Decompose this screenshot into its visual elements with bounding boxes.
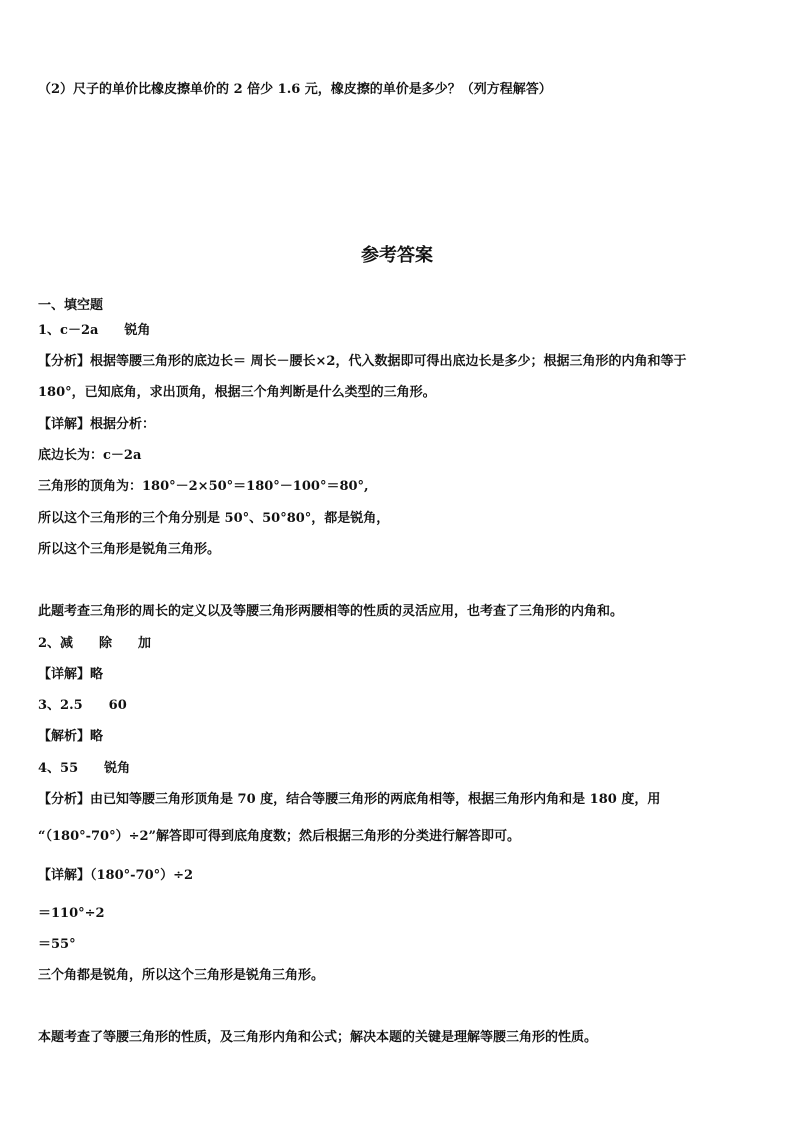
answer-line: 【解析】略 bbox=[38, 729, 104, 744]
answer-line: 【详解】（180°-70°）÷2 bbox=[38, 868, 194, 883]
answer-line: 底边长为：c－2a bbox=[38, 448, 142, 463]
answer-line: 2、减 除 加 bbox=[38, 636, 152, 651]
answer-line: 所以这个三角形的三个角分别是 50°、50°80°，都是锐角， bbox=[38, 511, 390, 526]
answer-line: 【分析】根据等腰三角形的底边长＝ 周长－腰长×2，代入数据即可得出底边长是多少；根据三角形的内角和等于 bbox=[38, 354, 687, 369]
answer-line: 三角形的顶角为：180°－2×50°＝180°－100°＝80°, bbox=[38, 479, 369, 494]
answer-line: 【详解】略 bbox=[38, 667, 104, 682]
answer-line: 本题考查了等腰三角形的性质，及三角形内角和公式；解决本题的关键是理解等腰三角形的性质。 bbox=[38, 1030, 598, 1045]
answer-line: “（180°-70°）÷2”解答即可得到底角度数；然后根据三角形的分类进行解答即可。 bbox=[38, 829, 521, 844]
answer-line: 1、c－2a 锐角 bbox=[38, 323, 151, 338]
answer-line: 4、55 锐角 bbox=[38, 761, 131, 776]
answer-line: 3、2.5 60 bbox=[38, 698, 127, 713]
answer-line: 180°，已知底角，求出顶角，根据三个角判断是什么类型的三角形。 bbox=[38, 385, 436, 400]
answer-title: 参考答案 bbox=[361, 245, 433, 266]
answer-line: 三个角都是锐角，所以这个三角形是锐角三角形。 bbox=[38, 968, 325, 983]
answer-line: 【分析】由已知等腰三角形顶角是 70 度，结合等腰三角形的两底角相等，根据三角形内角和是 180 度，用 bbox=[38, 792, 661, 807]
answer-line: 【详解】根据分析： bbox=[38, 417, 156, 432]
answer-line: ＝110°÷2 bbox=[38, 906, 105, 921]
answer-line: ＝55° bbox=[38, 937, 76, 952]
section-heading: 一、填空题 bbox=[38, 298, 104, 313]
answer-line: 此题考查三角形的周长的定义以及等腰三角形两腰相等的性质的灵活应用，也考查了三角形的内角和。 bbox=[38, 604, 624, 619]
question-tail: （2）尺子的单价比橡皮擦单价的 2 倍少 1.6 元，橡皮擦的单价是多少？（列方程解答） bbox=[38, 82, 552, 97]
answer-line: 所以这个三角形是锐角三角形。 bbox=[38, 542, 221, 557]
